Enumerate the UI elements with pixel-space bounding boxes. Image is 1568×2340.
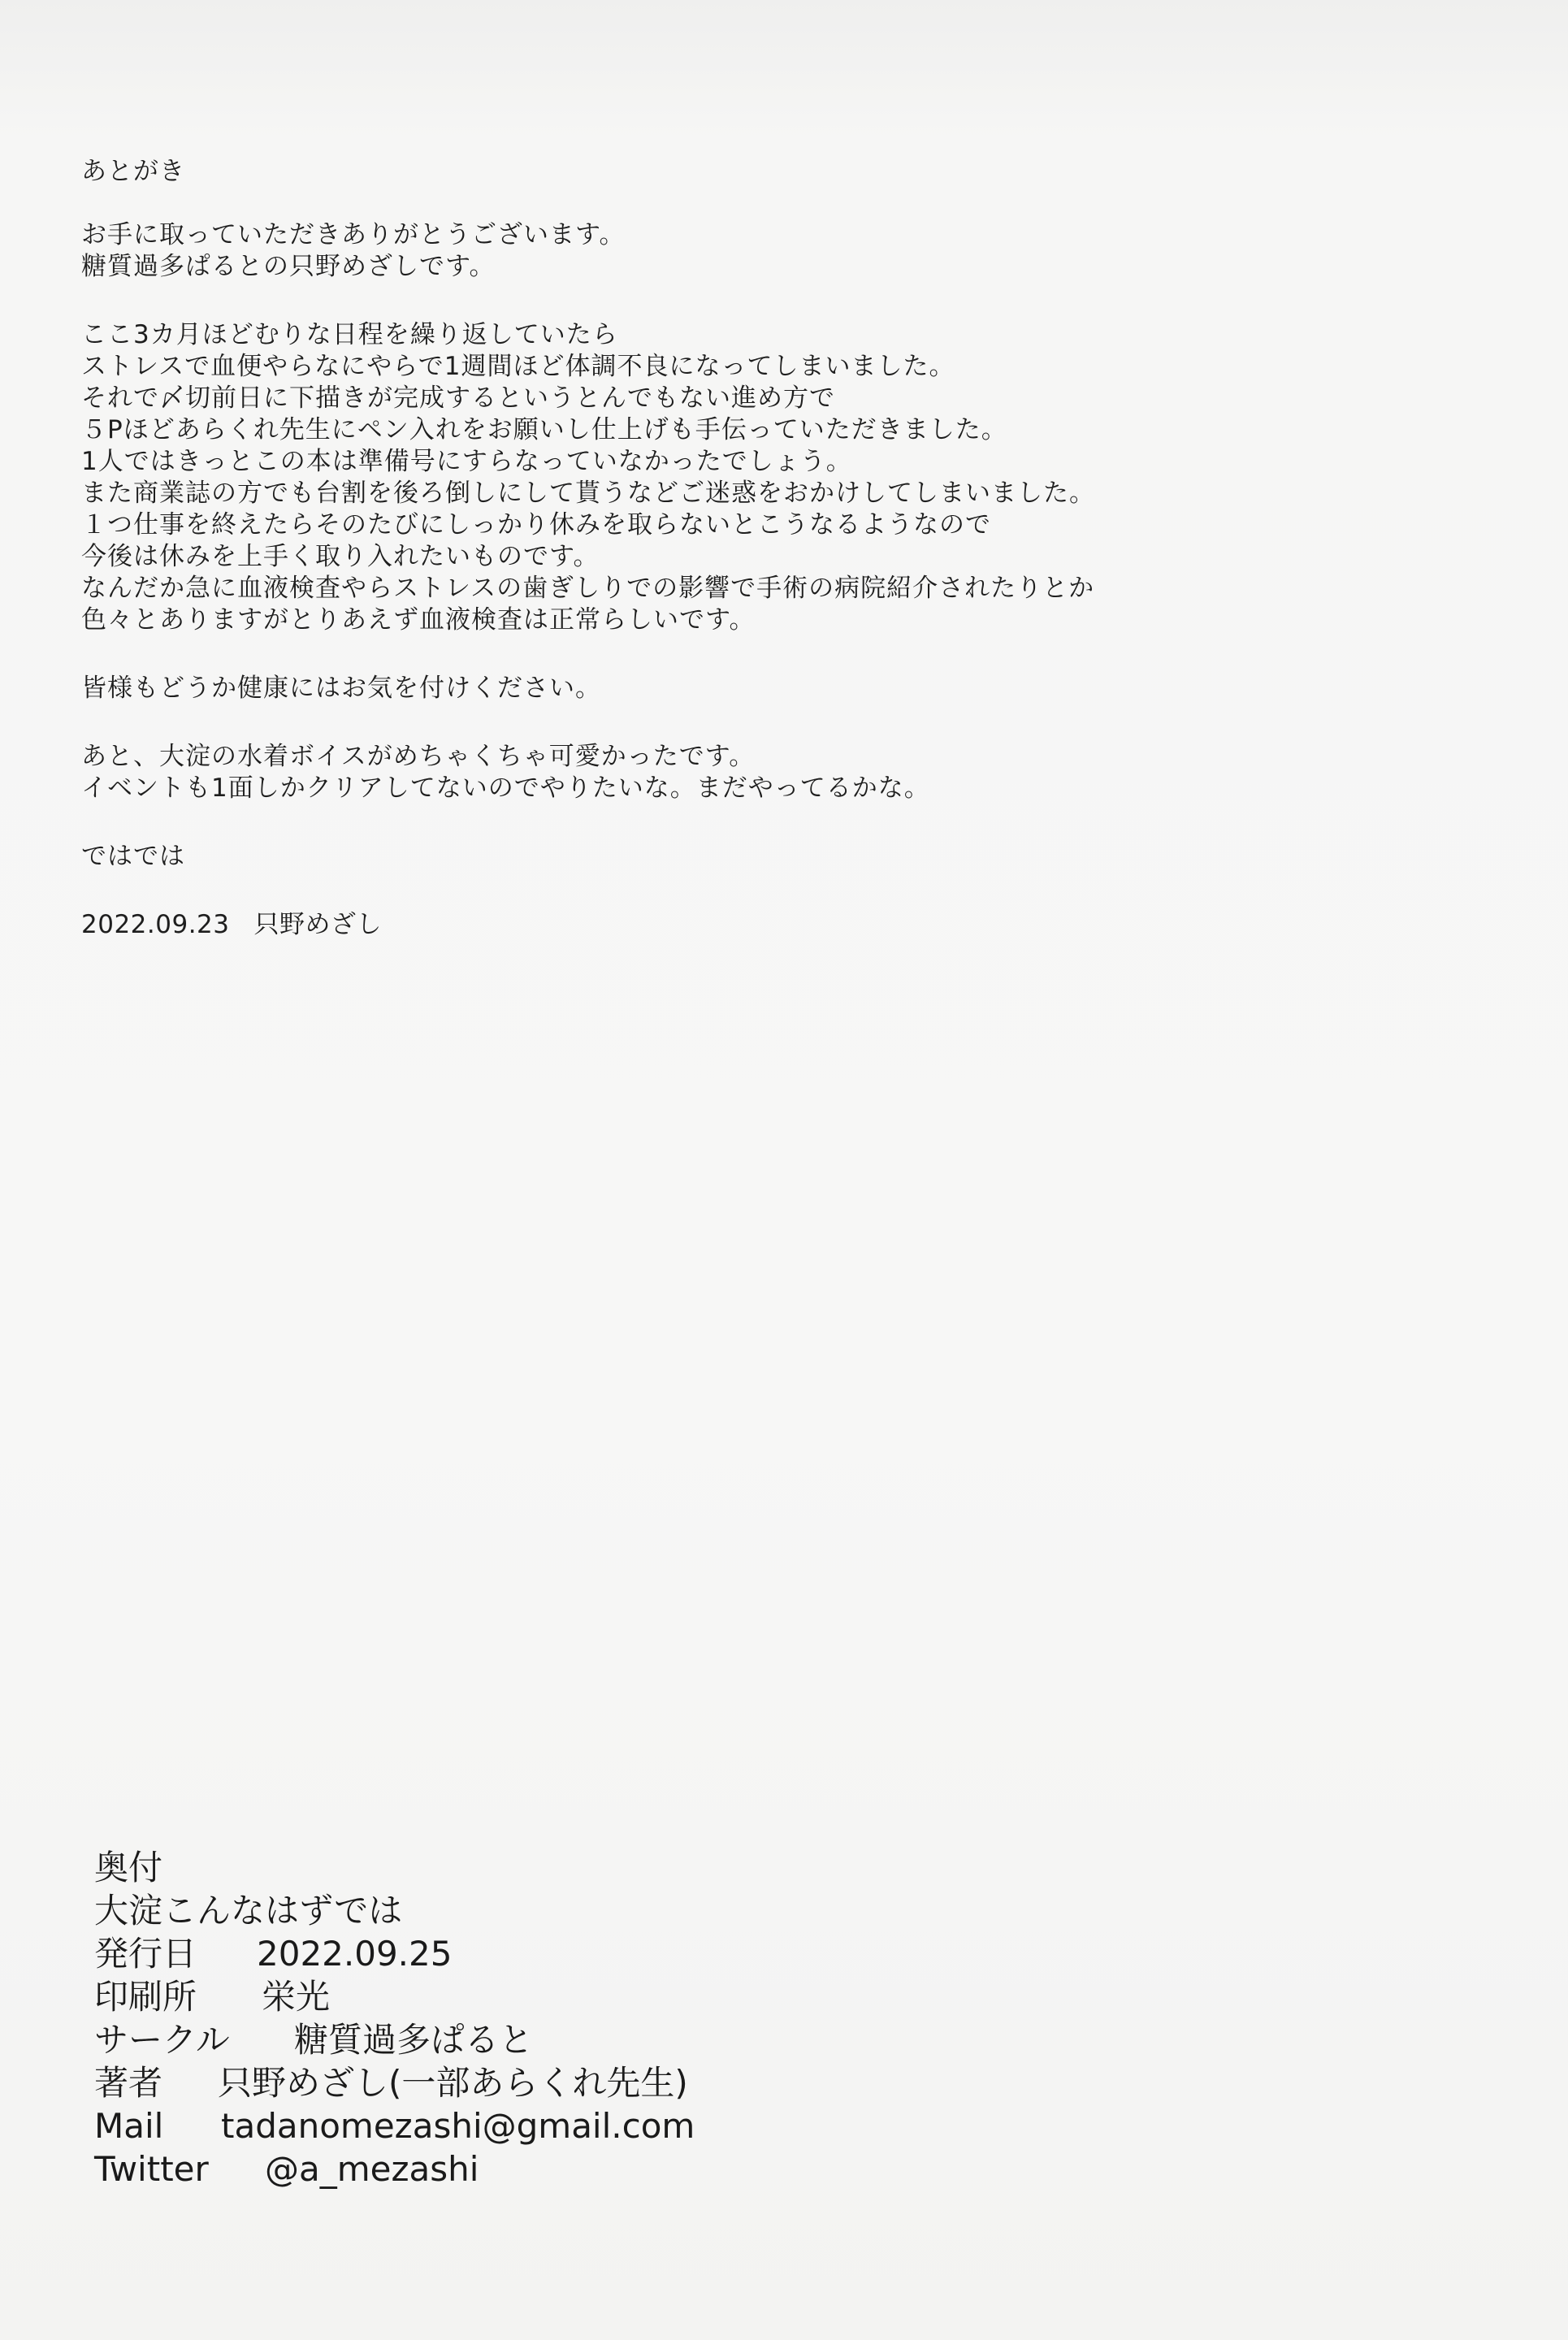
- text-line: １つ仕事を終えたらそのたびにしっかり休みを取らないとこうなるようなので: [81, 510, 991, 540]
- colophon-section: [94, 1846, 1232, 2190]
- colophon-label: サークル: [94, 2020, 230, 2060]
- colophon-value: tadanomezashi@gmail.com: [221, 2106, 695, 2146]
- afterword-paragraph-1: [81, 219, 1462, 283]
- text-line: それで〆切前日に下描きが完成するというとんでもない進め方で: [81, 384, 835, 413]
- text-line: ５Pほどあらくれ先生にペン入れをお願いし仕上げも手伝っていただきました。: [81, 415, 1007, 444]
- text-line: あと、大淀の水着ボイスがめちゃくちゃ可愛かったです。: [81, 742, 756, 771]
- text-line: ストレスで血便やらなにやらで1週間ほど体調不良になってしまいました。: [81, 352, 955, 381]
- colophon-row-author: [94, 2061, 1232, 2104]
- text-line: イベントも1面しかクリアしてないのでやりたいな。まだやってるかな。: [81, 774, 930, 803]
- text-line: 今後は休みを上手く取り入れたいものです。: [81, 542, 600, 571]
- colophon-row-printer: [94, 1975, 1232, 2018]
- afterword-signature: 只野めざし: [253, 910, 382, 939]
- colophon-label: Mail: [94, 2106, 164, 2146]
- colophon-value: @a_mezashi: [265, 2149, 479, 2189]
- afterword-closing: ではでは: [81, 842, 185, 871]
- colophon-label: 印刷所: [94, 1977, 197, 2017]
- afterword-paragraph-3: [81, 673, 1462, 704]
- colophon-row-mail: [94, 2104, 1232, 2147]
- colophon-row-publish-date: [94, 1932, 1232, 1975]
- colophon-title: 大淀こんなはずでは: [94, 1891, 403, 1930]
- afterword-heading: あとがき: [81, 157, 185, 186]
- text-line: 皆様もどうか健康にはお気を付けください。: [81, 674, 601, 703]
- afterword-paragraph-2: [81, 319, 1462, 636]
- text-line: ここ3カ月ほどむりな日程を繰り返していたら: [81, 320, 618, 349]
- colophon-value: 栄光: [262, 1977, 331, 2017]
- afterword-paragraph-4: [81, 741, 1462, 804]
- colophon-heading: 奥付: [94, 1848, 163, 1887]
- colophon-label: 著者: [94, 2063, 163, 2103]
- colophon-value: 糖質過多ぱると: [294, 2020, 534, 2060]
- colophon-row-circle: [94, 2018, 1232, 2061]
- colophon-label: Twitter: [94, 2149, 209, 2189]
- text-line: 糖質過多ぱるとの只野めざしです。: [81, 252, 496, 281]
- afterword-section: [81, 156, 1462, 941]
- text-line: 1人ではきっとこの本は準備号にすらなっていなかったでしょう。: [81, 447, 852, 476]
- text-line: 色々とありますがとりあえず血液検査は正常らしいです。: [81, 605, 756, 635]
- afterword-signature-line: [81, 909, 1462, 941]
- colophon-label: 発行日: [94, 1934, 197, 1974]
- colophon-value: 只野めざし(一部あらくれ先生): [218, 2063, 688, 2103]
- colophon-value: 2022.09.25: [257, 1934, 453, 1974]
- text-line: なんだか急に血液検査やらストレスの歯ぎしりでの影響で手術の病院紹介されたりとか: [81, 574, 1095, 603]
- colophon-row-twitter: [94, 2147, 1232, 2190]
- text-line: また商業誌の方でも台割を後ろ倒しにして貰うなどご迷惑をおかけしてしまいました。: [81, 479, 1095, 508]
- afterword-date: 2022.09.23: [81, 910, 230, 939]
- text-line: お手に取っていただきありがとうございます。: [81, 220, 626, 249]
